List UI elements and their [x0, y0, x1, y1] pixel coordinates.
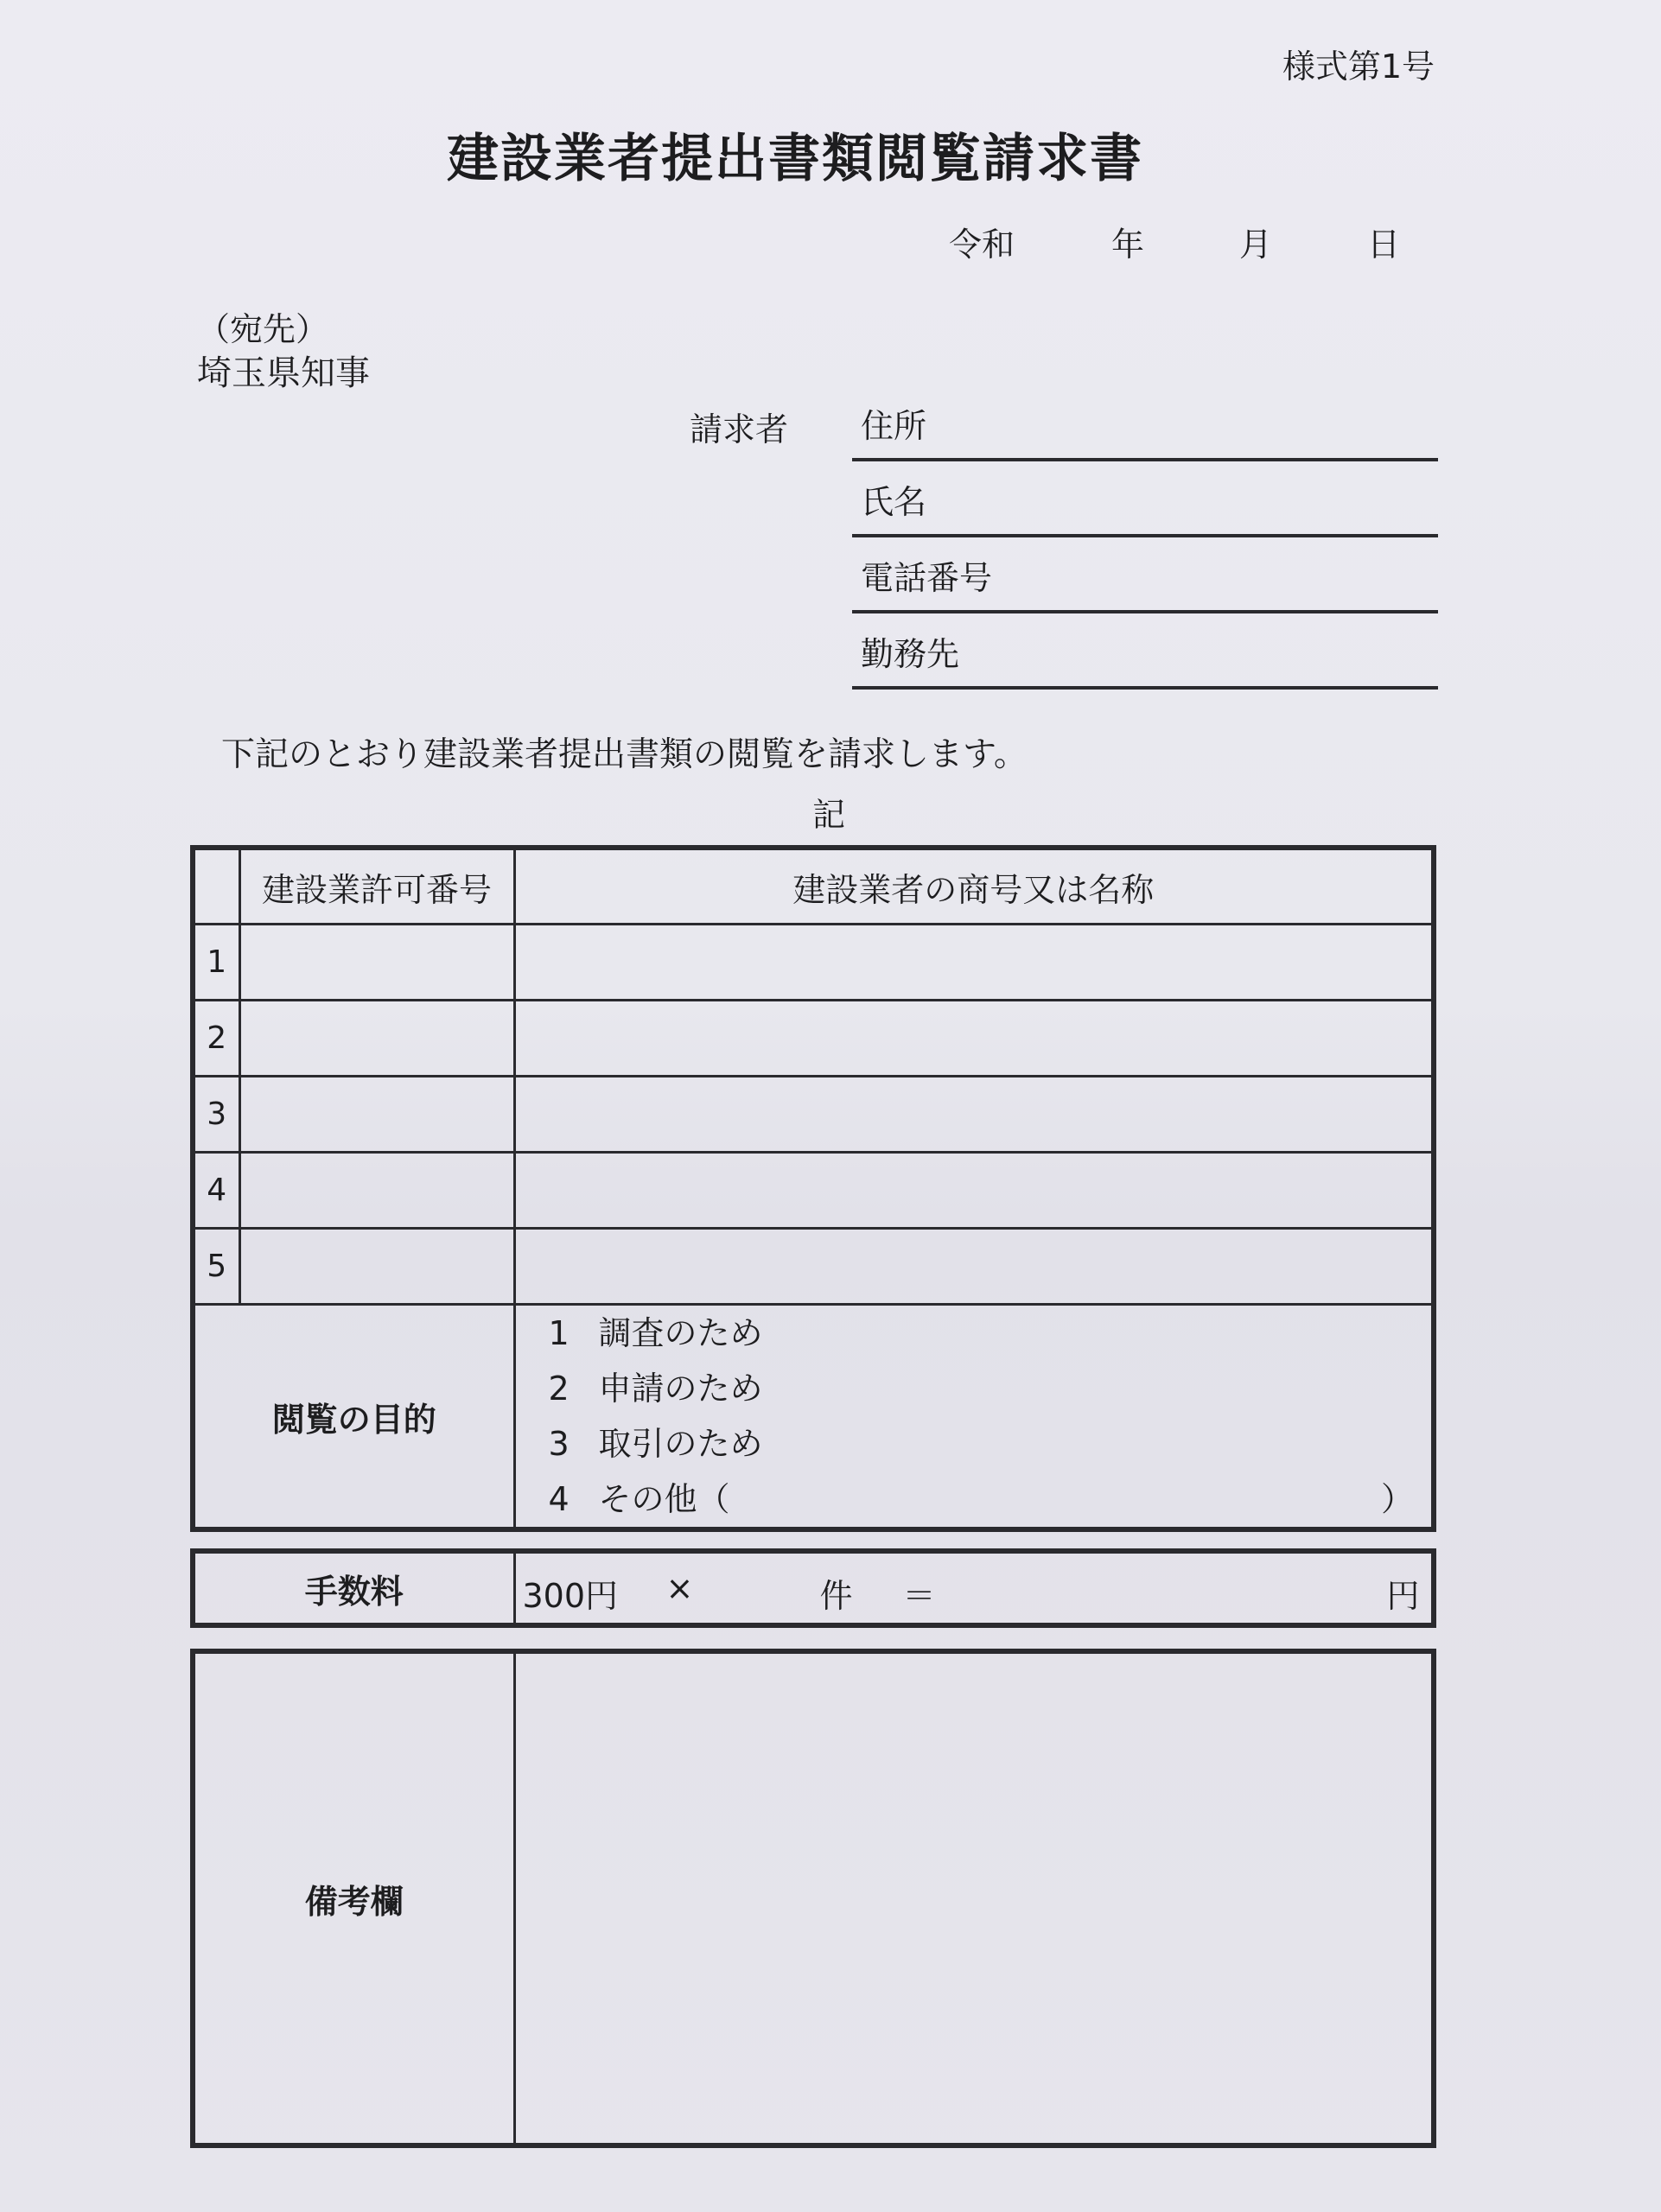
fee-count-unit: 件: [819, 1577, 853, 1615]
purpose-option-other[interactable]: 4 その他（ ）: [549, 1471, 1432, 1527]
close-paren: ）: [1380, 1480, 1414, 1518]
name-label: 氏名: [861, 483, 927, 521]
fee-table: [190, 1548, 1436, 1628]
table-row: [193, 1153, 1434, 1229]
header-blank-cell: [193, 848, 239, 925]
remarks-label: 備考欄: [193, 1651, 514, 2145]
purpose-option-application[interactable]: 2 申請のため: [548, 1370, 763, 1408]
row-number: 3: [193, 1077, 239, 1153]
intro-text: 下記のとおり建設業者提出書類の閲覧を請求します。: [221, 735, 1028, 774]
fee-calculation: [514, 1551, 1434, 1625]
date-line: [949, 218, 1400, 265]
address-field[interactable]: [852, 392, 1438, 461]
header-permit-number: 建設業許可番号: [239, 848, 514, 925]
purpose-option-research[interactable]: 1 調査のため: [548, 1314, 763, 1352]
permit-number-cell[interactable]: [239, 1153, 514, 1229]
fee-label: 手数料: [193, 1551, 514, 1625]
company-name-cell[interactable]: [514, 1153, 1434, 1229]
permit-number-cell[interactable]: [239, 1229, 514, 1305]
company-name-cell[interactable]: [514, 1077, 1434, 1153]
permit-number-cell[interactable]: [239, 1077, 514, 1153]
fee-times: ×: [665, 1569, 694, 1607]
permit-number-cell[interactable]: [239, 925, 514, 1001]
row-number: 5: [193, 1229, 239, 1305]
date-year-field[interactable]: 年: [1111, 226, 1145, 264]
requester-label: 請求者: [690, 410, 789, 448]
company-name-cell[interactable]: [514, 1001, 1434, 1077]
purpose-options: [514, 1305, 1434, 1530]
row-number: 1: [193, 925, 239, 1001]
purpose-row: [193, 1305, 1434, 1530]
date-era: 令和: [949, 226, 1015, 264]
table-row: [193, 1229, 1434, 1305]
permit-number-cell[interactable]: [239, 1001, 514, 1077]
date-month-field[interactable]: 月: [1239, 226, 1273, 264]
row-number: 4: [193, 1153, 239, 1229]
row-number: 2: [193, 1001, 239, 1077]
table-row: [193, 925, 1434, 1001]
addressee-label: （宛先）: [197, 310, 329, 348]
remarks-field[interactable]: [514, 1651, 1434, 2145]
workplace-field[interactable]: [852, 620, 1438, 690]
contractor-table: [190, 845, 1436, 1532]
remarks-table: [190, 1649, 1436, 2148]
addressee-name: 埼玉県知事: [197, 353, 370, 393]
date-day-field[interactable]: 日: [1367, 226, 1401, 264]
address-label: 住所: [861, 407, 927, 445]
phone-label: 電話番号: [861, 559, 993, 597]
name-field[interactable]: [852, 468, 1438, 537]
company-name-cell[interactable]: [514, 925, 1434, 1001]
fee-equals: ＝: [902, 1577, 936, 1615]
purpose-option-transaction[interactable]: 3 取引のため: [548, 1425, 763, 1463]
table-row: [193, 1077, 1434, 1153]
fee-yen: 円: [1386, 1577, 1420, 1615]
table-header-row: [193, 848, 1434, 925]
header-company-name: 建設業者の商号又は名称: [514, 848, 1434, 925]
form-number: 様式第1号: [1282, 48, 1435, 86]
phone-field[interactable]: [852, 544, 1438, 613]
workplace-label: 勤務先: [861, 635, 960, 673]
company-name-cell[interactable]: [514, 1229, 1434, 1305]
document-title: 建設業者提出書類閲覧請求書: [447, 129, 1143, 189]
ki-heading: 記: [812, 796, 846, 834]
fee-unit-price: 300円: [522, 1577, 619, 1615]
table-row: [193, 1001, 1434, 1077]
purpose-label: 閲覧の目的: [193, 1305, 514, 1530]
